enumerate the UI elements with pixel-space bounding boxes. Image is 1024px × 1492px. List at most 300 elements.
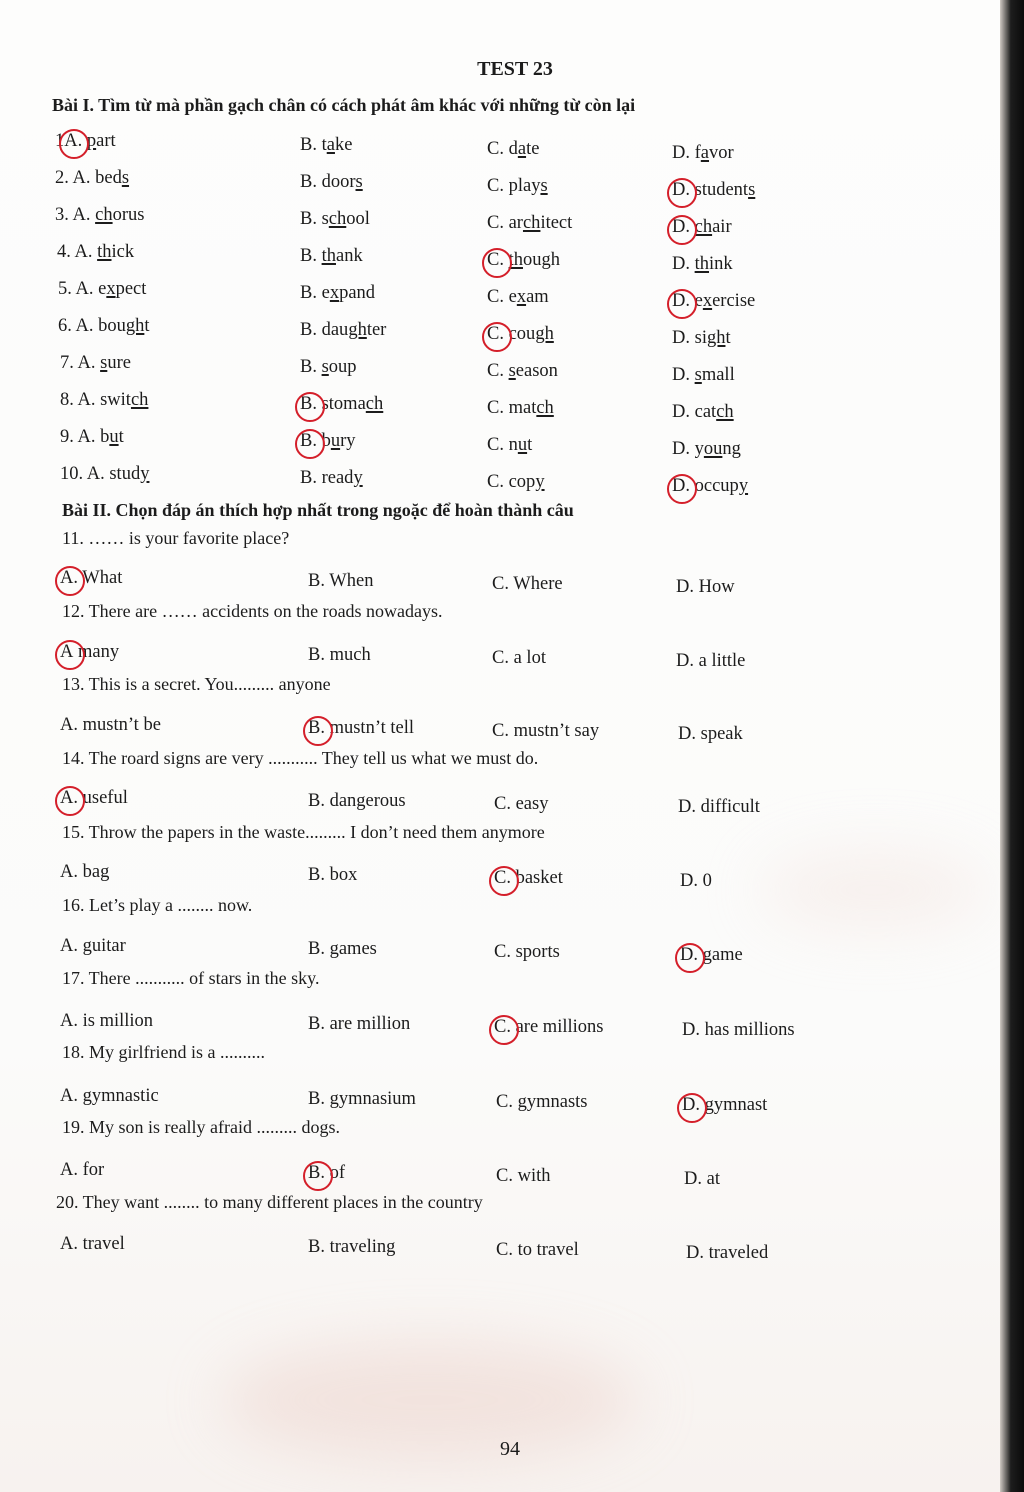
option-text: difficult — [700, 797, 760, 817]
answer-option — [487, 171, 548, 201]
question-text: 12. There are …… accidents on the roads nowadays. — [62, 601, 443, 621]
option-letter-wrap — [492, 648, 509, 668]
underlined-part: y — [738, 476, 749, 496]
underlined-part: a — [700, 143, 710, 163]
answer-option — [60, 563, 122, 593]
answer-option — [308, 786, 406, 816]
option-letter: B. — [300, 431, 317, 451]
underlined-part: a — [326, 135, 335, 155]
answer-option — [57, 237, 134, 267]
option-letter: B. — [308, 1089, 325, 1109]
underlined-part: x — [329, 283, 340, 303]
option-letter-wrap — [60, 936, 78, 956]
word-part: e — [694, 291, 703, 311]
options-row — [0, 710, 1000, 744]
question-number: 10. — [60, 464, 84, 484]
option-letter: D. — [682, 1020, 700, 1040]
answer-option — [308, 1009, 410, 1039]
answer-option — [60, 1155, 104, 1185]
option-letter-wrap — [684, 1169, 702, 1189]
option-letter-wrap — [672, 291, 690, 311]
underlined-part: x — [702, 291, 713, 311]
option-letter-wrap — [680, 945, 698, 965]
answer-option — [300, 241, 363, 271]
underlined-part: th — [97, 242, 112, 262]
answer-option — [684, 1164, 720, 1194]
option-letter: C. — [492, 648, 509, 668]
option-text: is million — [82, 1011, 154, 1031]
question-text: 15. Throw the papers in the waste......... I don’t need them anymore — [62, 822, 545, 842]
option-text: gymnasts — [517, 1092, 588, 1112]
option-letter: B. — [308, 939, 325, 959]
option-letter: A. — [60, 1234, 78, 1254]
question-row — [0, 422, 1000, 459]
option-letter-wrap — [75, 279, 93, 299]
option-letter: A. — [60, 862, 78, 882]
answer-option — [60, 857, 109, 887]
underlined-part: s — [540, 176, 548, 196]
question-row — [0, 274, 1000, 311]
option-letter: C. — [496, 1240, 513, 1260]
scan-edge — [1000, 0, 1024, 1492]
answer-option — [60, 1006, 153, 1036]
option-text: How — [698, 577, 735, 597]
option-letter-wrap — [672, 402, 690, 422]
option-letter: A. — [60, 1011, 78, 1031]
options-row — [0, 783, 1000, 817]
option-letter: D. — [672, 402, 690, 422]
option-letter-wrap — [60, 862, 78, 882]
underlined-part: s — [121, 168, 130, 188]
underlined-part: gh — [348, 320, 367, 340]
option-letter-wrap — [492, 574, 509, 594]
answer-circle-mark — [303, 1161, 333, 1191]
paper-stain — [220, 1340, 640, 1460]
word-part: mall — [701, 365, 735, 385]
option-letter: A. — [60, 1086, 78, 1106]
word-part: ough — [522, 250, 560, 270]
option-letter-wrap — [487, 250, 504, 270]
word-part: air — [712, 217, 732, 237]
underlined-part: gh — [125, 316, 145, 336]
word-part: t — [321, 135, 327, 155]
word-part: si — [694, 328, 707, 348]
underlined-part: u — [330, 431, 341, 451]
option-text: box — [329, 865, 358, 885]
underlined-part: s — [748, 180, 756, 200]
answer-option — [58, 274, 146, 304]
option-letter: C. — [487, 361, 504, 381]
answer-option — [494, 937, 560, 967]
underlined-part: a — [517, 139, 527, 159]
question-number: 8. — [60, 390, 74, 410]
answer-circle-mark — [677, 1093, 707, 1123]
underlined-part: ch — [95, 205, 113, 225]
question-row — [0, 237, 1000, 274]
option-text: dangerous — [329, 791, 406, 811]
option-letter-wrap — [308, 865, 325, 885]
option-letter: B. — [300, 172, 317, 192]
option-letter: D. — [672, 180, 690, 200]
underlined-part: p — [86, 131, 97, 151]
underlined-part: s — [508, 361, 516, 381]
option-letter-wrap — [60, 715, 78, 735]
option-letter: A. — [77, 427, 96, 447]
answer-circle-mark — [295, 392, 325, 422]
option-letter: A. — [60, 1160, 78, 1180]
answer-circle-mark — [667, 474, 697, 504]
option-letter-wrap — [494, 794, 511, 814]
option-letter-wrap — [64, 131, 82, 151]
option-letter-wrap — [300, 246, 317, 266]
option-letter-wrap — [678, 724, 696, 744]
option-letter-wrap — [678, 797, 696, 817]
question-text: 19. My son is really afraid ......... dogs. — [62, 1117, 340, 1137]
answer-option — [492, 716, 599, 746]
option-letter: C. — [487, 139, 504, 159]
answer-option — [308, 713, 414, 743]
option-text: easy — [515, 794, 549, 814]
word-part: eason — [515, 361, 558, 381]
option-letter-wrap — [308, 1237, 325, 1257]
word-part: door — [321, 172, 356, 192]
word-part: y — [694, 439, 704, 459]
option-letter-wrap — [496, 1092, 513, 1112]
option-letter-wrap — [300, 172, 317, 192]
option-letter-wrap — [672, 365, 690, 385]
option-letter: B. — [300, 135, 317, 155]
underlined-part: u — [517, 435, 528, 455]
option-letter: C. — [487, 213, 504, 233]
underlined-part: ch — [130, 390, 149, 410]
underlined-part: u — [109, 427, 119, 447]
option-letter: D. — [680, 871, 698, 891]
options-row — [0, 1155, 1000, 1189]
word-part: bou — [98, 316, 126, 336]
answer-option — [678, 792, 760, 822]
underlined-part: y — [140, 464, 150, 484]
word-part: e — [321, 283, 330, 303]
answer-option — [300, 315, 386, 345]
answer-option — [494, 1012, 603, 1042]
underlined-part: gh — [535, 324, 554, 344]
question-text: 11. …… is your favorite place? — [62, 528, 290, 548]
option-letter: D. — [686, 1243, 704, 1263]
option-letter: A. — [75, 316, 94, 336]
word-part: read — [321, 468, 354, 488]
option-text: gymnast — [704, 1095, 768, 1115]
option-letter-wrap — [672, 439, 690, 459]
question-text: 13. This is a secret. You......... anyone — [62, 674, 331, 694]
word-part: te — [526, 139, 540, 159]
option-letter: C. — [487, 398, 504, 418]
answer-option — [60, 710, 161, 740]
answer-option — [487, 393, 554, 423]
option-text: traveled — [708, 1243, 769, 1263]
option-letter: D. — [672, 476, 690, 496]
option-letter: B. — [308, 1014, 325, 1034]
option-text: bag — [82, 862, 110, 882]
option-letter-wrap — [300, 283, 317, 303]
word-part: ry — [340, 431, 356, 451]
option-letter-wrap — [75, 316, 93, 336]
word-part: pect — [115, 279, 147, 299]
option-text: game — [702, 945, 743, 965]
answer-option — [487, 467, 545, 497]
word-part: swit — [100, 390, 131, 410]
option-letter: A. — [60, 936, 78, 956]
answer-option — [300, 278, 375, 308]
answer-option — [496, 1161, 550, 1191]
option-text: has millions — [704, 1020, 795, 1040]
answer-option — [308, 566, 373, 596]
underlined-part: th — [508, 250, 523, 270]
question-row — [0, 200, 1000, 237]
option-letter: D. — [672, 143, 690, 163]
answer-option — [300, 130, 352, 160]
answer-option — [680, 940, 743, 970]
underlined-part: ch — [328, 209, 347, 229]
option-letter-wrap — [496, 1166, 513, 1186]
answer-option — [308, 1158, 345, 1188]
answer-circle-mark — [303, 716, 333, 746]
word-part: f — [694, 143, 701, 163]
question-row — [0, 459, 1000, 496]
word-part: ercise — [712, 291, 756, 311]
option-letter: D. — [672, 365, 690, 385]
option-letter: A. — [86, 464, 105, 484]
word-part: ter — [366, 320, 387, 340]
option-letter: A. — [72, 168, 91, 188]
option-letter-wrap — [680, 871, 698, 891]
answer-option — [487, 430, 532, 460]
option-letter-wrap — [496, 1240, 513, 1260]
option-letter: D. — [672, 328, 690, 348]
option-letter-wrap — [682, 1020, 700, 1040]
option-letter: A. — [60, 788, 78, 808]
answer-option — [496, 1235, 579, 1265]
option-letter-wrap — [492, 721, 509, 741]
answer-circle-mark — [675, 943, 705, 973]
option-letter-wrap — [308, 791, 325, 811]
option-letter-wrap — [77, 353, 95, 373]
answer-option — [55, 163, 129, 193]
answer-option — [308, 1084, 416, 1114]
underlined-part: x — [106, 279, 116, 299]
option-letter: B. — [308, 865, 325, 885]
answer-option — [682, 1090, 767, 1120]
options-row — [0, 563, 1000, 597]
word-part: art — [96, 131, 116, 151]
option-text: with — [517, 1166, 551, 1186]
answer-option — [300, 352, 357, 382]
word-part: n — [508, 435, 518, 455]
option-letter: C. — [496, 1166, 513, 1186]
word-part: t — [527, 435, 533, 455]
question-number: 2. — [55, 168, 69, 188]
underlined-part: ch — [365, 394, 384, 414]
question-text: 20. They want ........ to many different places in the country — [56, 1192, 483, 1212]
word-part: dau — [321, 320, 349, 340]
option-letter-wrap — [60, 1160, 78, 1180]
option-letter: C. — [496, 1092, 513, 1112]
option-letter: D. — [672, 217, 690, 237]
answer-option — [60, 931, 126, 961]
option-letter: D. — [684, 1169, 702, 1189]
answer-circle-mark — [489, 866, 519, 896]
word-part: s — [321, 209, 329, 229]
option-text: mustn’t say — [513, 721, 600, 741]
answer-option — [60, 637, 119, 667]
question-row — [0, 311, 1000, 348]
underlined-part: ou — [703, 439, 723, 459]
word-part: orus — [112, 205, 145, 225]
word-part: ool — [346, 209, 370, 229]
underlined-part: ch — [522, 213, 541, 233]
question-text: 14. The roard signs are very ........... They tell us what we must do. — [62, 748, 539, 768]
option-letter: A. — [77, 353, 96, 373]
option-text: to travel — [517, 1240, 579, 1260]
answer-option — [676, 572, 735, 602]
word-part: b — [100, 427, 110, 447]
option-text: gymnasium — [329, 1089, 416, 1109]
option-letter: B. — [308, 791, 325, 811]
option-letter-wrap — [308, 1089, 325, 1109]
option-letter: C. — [487, 287, 504, 307]
option-letter: A. — [60, 715, 78, 735]
word-part: ke — [334, 135, 353, 155]
option-letter-wrap — [487, 361, 504, 381]
option-text: What — [82, 568, 123, 588]
word-part: t — [725, 328, 731, 348]
option-letter: D. — [672, 291, 690, 311]
option-letter: B. — [308, 1163, 325, 1183]
word-part: oup — [328, 357, 357, 377]
answer-option — [308, 860, 357, 890]
option-letter-wrap — [487, 435, 504, 455]
word-part: ar — [508, 213, 523, 233]
question-text: 16. Let’s play a ........ now. — [62, 895, 253, 915]
answer-option — [60, 385, 148, 415]
option-letter: C. — [494, 1017, 511, 1037]
option-letter: A. — [74, 242, 93, 262]
section2-heading: Bài II. Chọn đáp án thích hợp nhất trong ngoặc để hoàn thành câu — [62, 500, 574, 520]
underlined-part: ch — [716, 402, 734, 422]
option-letter: D. — [676, 577, 694, 597]
option-letter-wrap — [72, 205, 90, 225]
option-letter: C. — [492, 721, 509, 741]
word-part: itect — [540, 213, 573, 233]
option-letter: C. — [487, 250, 504, 270]
option-letter: C. — [494, 794, 511, 814]
word-part: cop — [508, 472, 536, 492]
answer-option — [308, 640, 371, 670]
option-letter: C. — [487, 472, 504, 492]
option-letter-wrap — [672, 143, 690, 163]
option-letter: B. — [300, 246, 317, 266]
answer-option — [487, 319, 554, 349]
underlined-part: s — [321, 357, 329, 377]
option-letter-wrap — [494, 1017, 511, 1037]
answer-option — [678, 719, 743, 749]
question-row — [0, 348, 1000, 385]
option-letter-wrap — [60, 1011, 78, 1031]
answer-option — [308, 934, 377, 964]
answer-option — [308, 1232, 395, 1262]
underlined-part: y — [535, 472, 545, 492]
underlined-part: th — [694, 254, 710, 274]
option-letter: D. — [672, 439, 690, 459]
answer-option — [682, 1015, 795, 1045]
option-letter-wrap — [487, 213, 504, 233]
options-row — [0, 857, 1000, 891]
word-part: am — [526, 287, 549, 307]
option-text: mustn’t tell — [329, 718, 415, 738]
word-part: stoma — [321, 394, 366, 414]
option-letter: C. — [494, 868, 511, 888]
option-letter-wrap — [494, 868, 511, 888]
option-letter-wrap — [60, 1086, 78, 1106]
underlined-part: s — [694, 365, 702, 385]
question-row — [0, 385, 1000, 422]
word-part: t — [118, 427, 124, 447]
option-letter: A. — [64, 131, 83, 151]
option-letter: B. — [308, 1237, 325, 1257]
option-letter: B. — [300, 357, 317, 377]
option-letter-wrap — [676, 651, 694, 671]
option-letter: B. — [300, 394, 317, 414]
option-text: a little — [698, 651, 746, 671]
option-text: at — [706, 1169, 720, 1189]
word-part: pand — [339, 283, 376, 303]
option-letter-wrap — [672, 180, 690, 200]
option-text: are millions — [515, 1017, 604, 1037]
option-letter-wrap — [672, 476, 690, 496]
options-row — [0, 637, 1000, 671]
answer-option — [300, 167, 363, 197]
option-letter-wrap — [672, 328, 690, 348]
option-letter: C. — [494, 942, 511, 962]
option-letter-wrap — [300, 394, 317, 414]
option-letter-wrap — [60, 1234, 78, 1254]
option-letter: A. — [60, 568, 78, 588]
option-letter-wrap — [308, 1014, 325, 1034]
option-letter-wrap — [487, 287, 504, 307]
option-letter: D. — [672, 254, 690, 274]
underlined-part: x — [516, 287, 527, 307]
option-letter-wrap — [60, 568, 78, 588]
option-text: 0 — [702, 871, 712, 891]
underlined-part: y — [353, 468, 363, 488]
word-part: t — [144, 316, 150, 336]
word-part: ank — [335, 246, 363, 266]
answer-option — [487, 282, 549, 312]
option-letter-wrap — [77, 427, 95, 447]
question-number: 3. — [55, 205, 69, 225]
option-letter-wrap — [60, 788, 78, 808]
word-part: mat — [508, 398, 537, 418]
answer-option — [676, 646, 745, 676]
question-text: 18. My girlfriend is a .......... — [62, 1042, 265, 1062]
answer-option — [300, 463, 363, 493]
answer-option — [60, 1229, 125, 1259]
word-part: ink — [709, 254, 733, 274]
option-letter: B. — [300, 468, 317, 488]
option-letter-wrap — [77, 390, 95, 410]
option-letter-wrap — [308, 1163, 325, 1183]
option-letter-wrap — [487, 324, 504, 344]
option-letter-wrap — [487, 398, 504, 418]
